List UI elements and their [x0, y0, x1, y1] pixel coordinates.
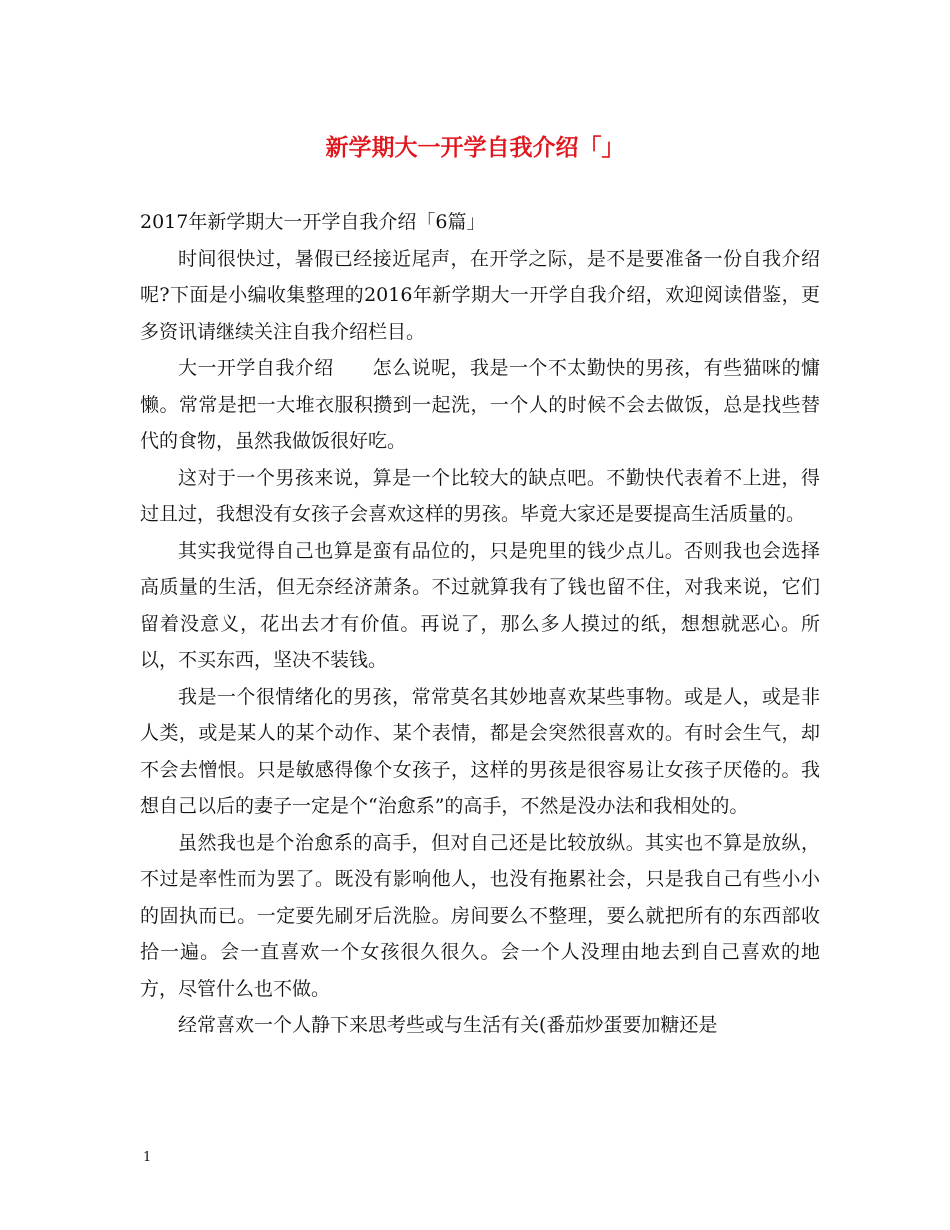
document-body	[140, 204, 820, 1044]
page-number: 1	[143, 1150, 152, 1165]
paragraph: 时间很快过，暑假已经接近尾声，在开学之际，是不是要准备一份自我介绍呢?下面是小编收集整理的2016年新学期大一开学自我介绍，欢迎阅读借鉴，更多资讯请继续关注自我介绍栏目。	[140, 247, 820, 343]
paragraph: 虽然我也是个治愈系的高手，但对自己还是比较放纵。其实也不算是放纵，不过是率性而为罢了。既没有影响他人，也没有拖累社会，只是我自己有些小小的固执而已。一定要先刷牙后洗脸。房间要么不整理，要么就把所有的东西部收拾一遍。会一直喜欢一个女孩很久很久。会一个人没理由地去到自己喜欢的地方，尽管什么也不做。	[140, 831, 820, 1000]
subtitle-paragraph: 2017年新学期大一开学自我介绍「6篇」	[140, 211, 486, 233]
paragraph: 经常喜欢一个人静下来思考些或与生活有关(番茄炒蛋要加糖还是	[178, 1014, 718, 1036]
paragraph: 我是一个很情绪化的男孩，常常莫名其妙地喜欢某些事物。或是人，或是非人类，或是某人的某个动作、某个表情，都是会突然很喜欢的。有时会生气，却不会去憎恨。只是敏感得像个女孩子，这样的男孩是很容易让女孩子厌倦的。我想自己以后的妻子一定是个“治愈系”的高手，不然是没办法和我相处的。	[140, 685, 820, 817]
paragraph: 其实我觉得自己也算是蛮有品位的，只是兜里的钱少点儿。否则我也会选择高质量的生活，但无奈经济萧条。不过就算我有了钱也留不住，对我来说，它们留着没意义，花出去才有价值。再说了，那么多人摸过的纸，想想就恶心。所以，不买东西，坚决不装钱。	[140, 539, 820, 671]
paragraph: 大一开学自我介绍 怎么说呢，我是一个不太勤快的男孩，有些猫咪的慵懒。常常是把一大堆衣服积攒到一起洗，一个人的时候不会去做饭，总是找些替代的食物，虽然我做饭很好吃。	[140, 357, 820, 452]
paragraph: 这对于一个男孩来说，算是一个比较大的缺点吧。不勤快代表着不上进，得过且过，我想没有女孩子会喜欢这样的男孩。毕竟大家还是要提高生活质量的。	[140, 466, 820, 525]
document-title: 新学期大一开学自我介绍「」	[325, 135, 625, 161]
